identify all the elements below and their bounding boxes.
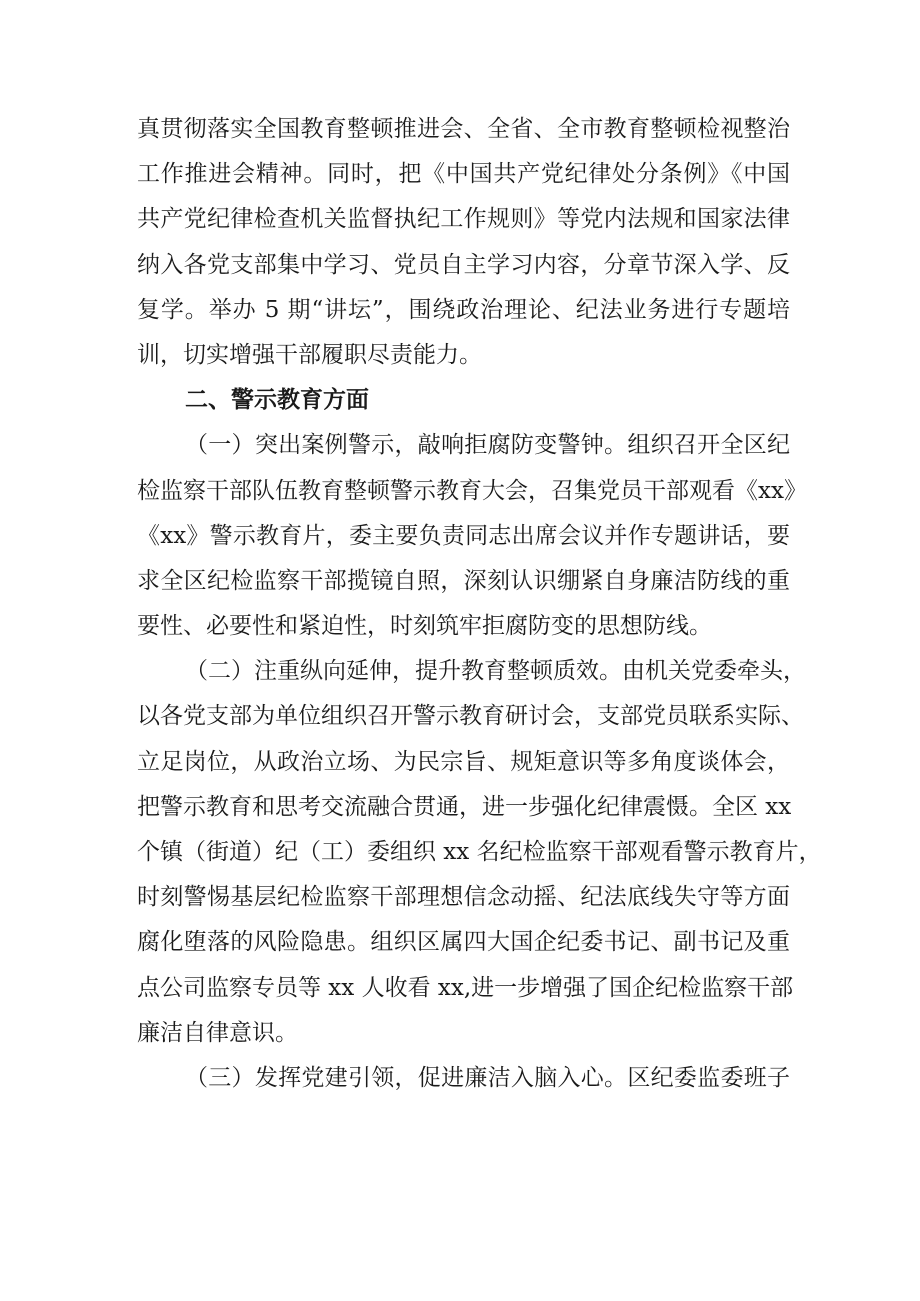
text-line: （三）发挥党建引领，促进廉洁入脑入心。区纪委监委班子: [185, 1064, 790, 1091]
text-line: （二）注重纵向延伸，提升教育整顿质效。由机关党委牵头，: [185, 658, 806, 685]
text-line: 立足岗位，从政治立场、为民宗旨、规矩意识等多角度谈体会，: [137, 748, 790, 775]
text-line: 共产党纪律检查机关监督执纪工作规则》等党内法规和国家法律: [137, 206, 790, 233]
text-line: 点公司监察专员等 xx 人收看 xx,进一步增强了国企纪检监察干部: [137, 974, 794, 1001]
text-line: 纳入各党支部集中学习、党员自主学习内容，分章节深入学、反: [137, 251, 790, 278]
text-line: 个镇（街道）纪（工）委组织 xx 名纪检监察干部观看警示教育片，: [137, 839, 822, 865]
text-line: 廉洁自律意识。: [137, 1019, 298, 1046]
paragraph-4: [137, 1056, 790, 1101]
text-line: 工作推进会精神。同时，把《中国共产党纪律处分条例》《中国: [137, 161, 790, 188]
paragraph-1: [137, 107, 790, 378]
text-line: （一）突出案例警示，敲响拒腐防变警钟。组织召开全区纪: [185, 432, 790, 459]
text-line: 要性、必要性和紧迫性，时刻筑牢拒腐防变的思想防线。: [137, 613, 712, 640]
text-line: 求全区纪检监察干部揽镜自照，深刻认识绷紧自身廉洁防线的重: [137, 567, 790, 594]
text-line: 把警示教育和思考交流融合贯通，进一步强化纪律震慑。全区 xx: [137, 793, 792, 820]
text-line: 以各党支部为单位组织召开警示教育研讨会，支部党员联系实际、: [137, 703, 804, 730]
text-line: 腐化堕落的风险隐患。组织区属四大国企纪委书记、副书记及重: [137, 929, 790, 956]
section-heading: 二、警示教育方面: [185, 387, 369, 414]
text-line: 检监察干部队伍教育整顿警示教育大会，召集党员干部观看《xx》: [137, 477, 807, 504]
text-line: 时刻警惕基层纪检监察干部理想信念动摇、纪法底线失守等方面: [137, 884, 790, 911]
text-line: 复学。举办 5 期“讲坛”，围绕政治理论、纪法业务进行专题培: [137, 296, 790, 323]
paragraph-3: [137, 649, 822, 1056]
text-line: 《xx》警示教育片，委主要负责同志出席会议并作专题讲话，要: [137, 522, 790, 549]
document-body: [137, 107, 822, 1101]
text-line: 训，切实增强干部履职尽责能力。: [137, 341, 482, 368]
text-line: 真贯彻落实全国教育整顿推进会、全省、全市教育整顿检视整治: [137, 116, 790, 142]
paragraph-2: [137, 423, 807, 649]
